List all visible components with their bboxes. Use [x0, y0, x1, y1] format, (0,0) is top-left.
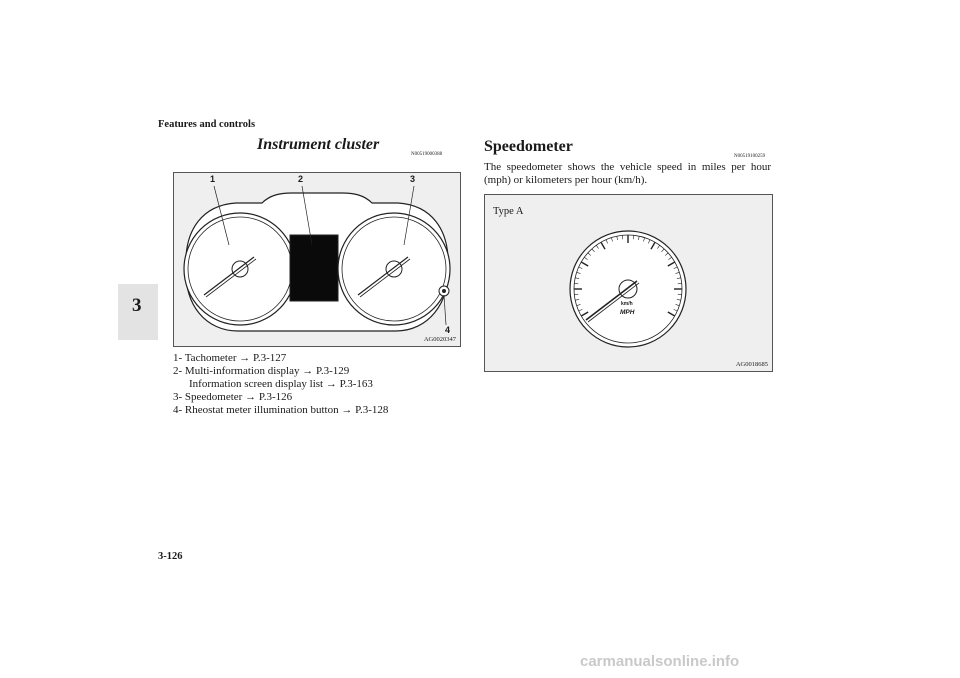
- speedometer-illustration: [485, 195, 772, 371]
- speedometer-figure: [484, 194, 773, 372]
- chapter-tab: [118, 284, 158, 340]
- figure-code: AG0018685: [735, 361, 768, 368]
- legend-item: 1- Tachometer → P.3-127: [173, 352, 287, 364]
- legend-list: [173, 352, 388, 417]
- running-header: Features and controls: [158, 119, 256, 130]
- chapter-number: 3: [132, 295, 142, 316]
- unit-kmh-label: km/h: [621, 301, 633, 307]
- legend-item: 3- Speedometer → P.3-126: [173, 391, 293, 403]
- unit-mph-label: MPH: [620, 309, 635, 316]
- section-code: N00519100259: [734, 154, 766, 159]
- speedometer-description: The speedometer shows the vehicle speed in miles per hour (mph) or kilometers per hour (km/h).: [484, 161, 771, 186]
- page-number: 3-126: [158, 551, 183, 562]
- figure-type-label: Type A: [493, 206, 524, 217]
- callout-4: 4: [445, 325, 451, 335]
- section-title-speedometer: Speedometer: [484, 138, 573, 155]
- callout-2: 2: [298, 174, 304, 184]
- callout-1: 1: [210, 174, 216, 184]
- figure-code: AG0020347: [423, 336, 456, 343]
- legend-item: 2- Multi-information display → P.3-129: [173, 365, 350, 377]
- section-code: N00519000388: [411, 152, 443, 157]
- section-title-instrument-cluster: Instrument cluster: [257, 136, 380, 153]
- watermark: carmanualsonline.info: [580, 653, 740, 670]
- instrument-cluster-figure: [173, 172, 461, 347]
- legend-item: 4- Rheostat meter illumination button → P.3-128: [173, 404, 389, 416]
- callout-3: 3: [410, 174, 416, 184]
- legend-item: Information screen display list → P.3-163: [189, 378, 373, 390]
- instrument-cluster-illustration: [174, 173, 460, 346]
